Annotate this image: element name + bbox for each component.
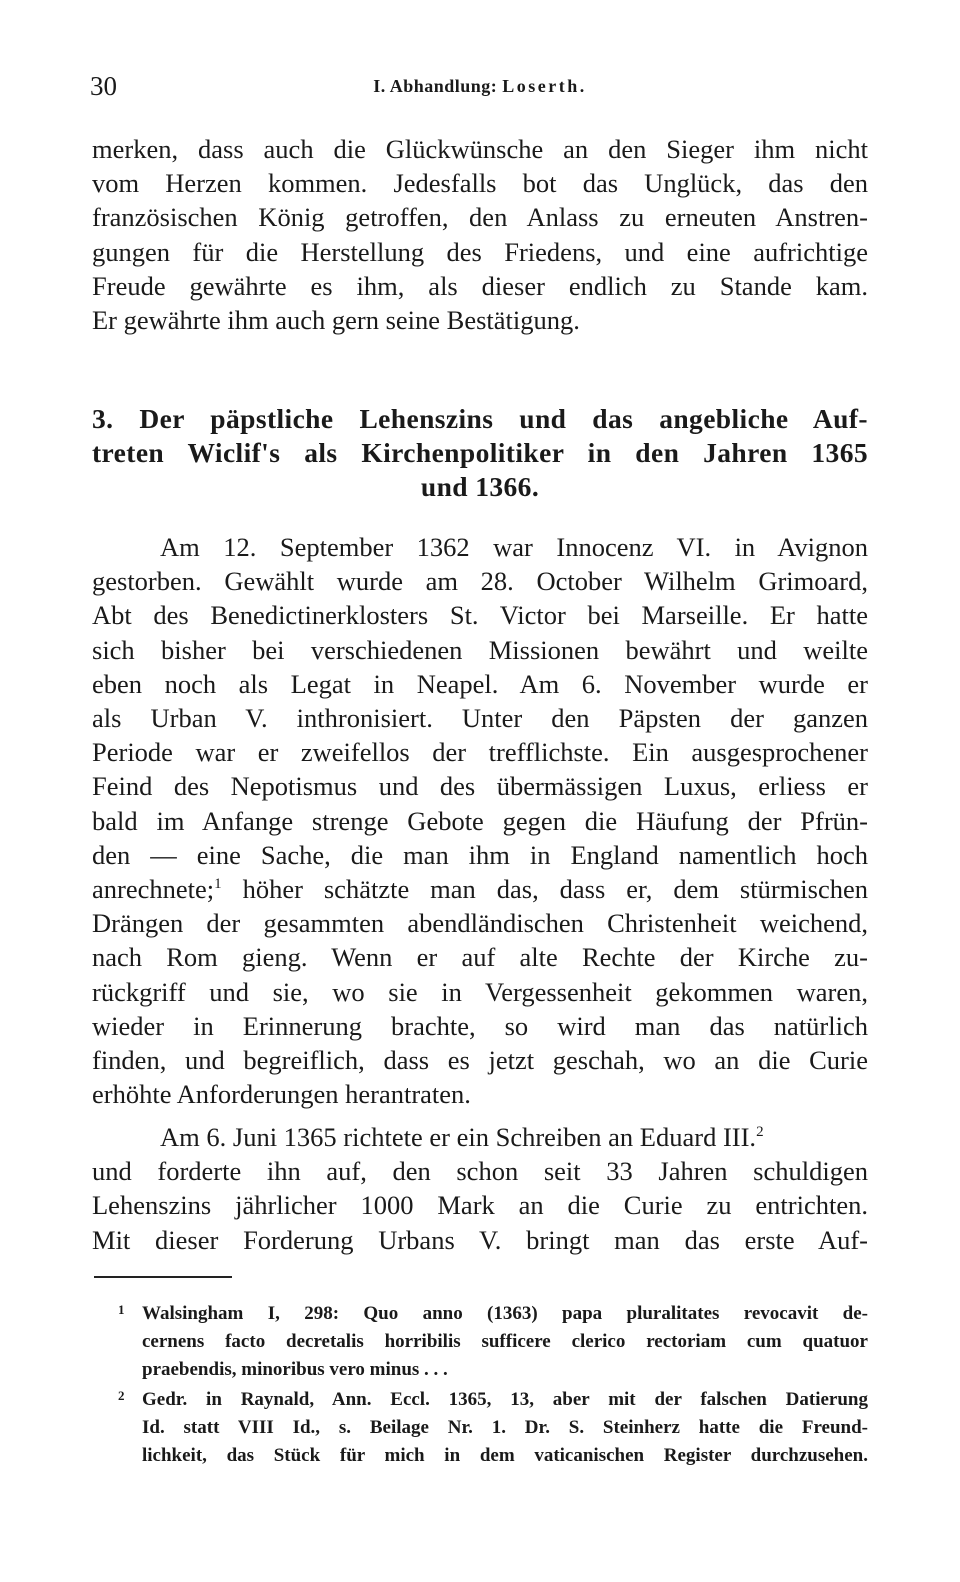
section-heading (92, 402, 868, 504)
text-line: Abt des Benedictinerklosters St. Victor bei Marseille. Er hatte (92, 600, 868, 631)
text-line: Er gewährte ihm auch gern seine Bestätigung. (92, 305, 580, 336)
footnote-marker: 1 (118, 1302, 125, 1317)
book-page (92, 0, 868, 1582)
running-head-title: I. Abhandlung: (373, 76, 498, 96)
text-line: finden, und begreiflich, dass es jetzt geschah, wo an die Curie (92, 1045, 868, 1076)
text-line: eben noch als Legat in Neapel. Am 6. November wurde er (92, 668, 868, 699)
footnote-line: cernens facto decretalis horribilis sufficere clerico rectoriam cum quatuor (142, 1331, 868, 1352)
footnote-line: Walsingham I, 298: Quo anno (1363) papa pluralitates revocavit de- (142, 1303, 868, 1324)
footnote-line: praebendis, minoribus vero minus . . . (142, 1359, 448, 1380)
text-fragment: Am 6. Juni 1365 richtete er ein Schreiben an Eduard III. (160, 1122, 757, 1152)
paragraph-2 (92, 530, 868, 1111)
text-line: erhöhte Anforderungen herantraten. (92, 1079, 471, 1110)
heading-line: 3. Der päpstliche Lehenszins und das angebliche Auf- (92, 403, 868, 434)
footnote (92, 1300, 868, 1384)
text-line: Feind des Nepotismus und des übermässigen Luxus, erliess er (92, 771, 868, 802)
text-line: gestorben. Gewählt wurde am 28. October Wilhelm Grimoard, (92, 566, 868, 597)
text-fragment: höher schätzte man das, dass er, dem stürmischen (221, 874, 868, 905)
text-line (92, 1120, 868, 1154)
text-line: Periode war er zweifellos der trefflichste. Ein ausgesprochener (92, 737, 868, 768)
text-line: französischen König getroffen, den Anlass zu erneuten Anstren- (92, 202, 868, 233)
footnote-reference[interactable]: 2 (756, 1124, 764, 1140)
footnote (92, 1386, 868, 1470)
text-line: Mit dieser Forderung Urbans V. bringt man das erste Auf- (92, 1224, 868, 1255)
text-line: Lehenszins jährlicher 1000 Mark an die Curie zu entrichten. (92, 1190, 868, 1221)
heading-line: treten Wiclif's als Kirchenpolitiker in den Jahren 1365 (92, 437, 868, 468)
text-line (92, 872, 868, 906)
footnote-divider (94, 1276, 232, 1278)
text-line: und forderte ihn auf, den schon seit 33 Jahren schuldigen (92, 1156, 868, 1187)
text-fragment: anrechnete; (92, 874, 215, 905)
text-line: rückgriff und sie, wo sie in Vergessenheit gekommen waren, (92, 976, 868, 1007)
text-line: Am 12. September 1362 war Innocenz VI. in Avignon (160, 532, 868, 562)
footnote-reference[interactable]: 1 (214, 876, 222, 893)
running-head (92, 71, 868, 101)
footnote-line: lichkeit, das Stück für mich in dem vaticanischen Register durchzusehen. (142, 1445, 868, 1466)
footnote-line: Id. statt VIII Id., s. Beilage Nr. 1. Dr. S. Steinherz hatte die Freund- (142, 1417, 868, 1438)
paragraph-3 (92, 1120, 868, 1257)
footnote-marker: 2 (118, 1388, 125, 1403)
footnotes (92, 1300, 868, 1470)
text-line: Freude gewährte es ihm, als dieser endlich zu Stande kam. (92, 270, 868, 301)
text-line: merken, dass auch die Glückwünsche an den Sieger ihm nicht (92, 134, 868, 164)
text-line: vom Herzen kommen. Jedesfalls bot das Unglück, das den (92, 168, 868, 199)
text-line: gungen für die Herstellung des Friedens, und eine aufrichtige (92, 236, 868, 267)
page-header (92, 68, 868, 104)
running-head-author: Loserth. (502, 76, 587, 96)
paragraph-1 (92, 132, 868, 337)
text-line: sich bisher bei verschiedenen Missionen bewährt und weilte (92, 634, 868, 665)
text-line: wieder in Erinnerung brachte, so wird man das natürlich (92, 1010, 868, 1041)
text-line: den — eine Sache, die man ihm in England namentlich hoch (92, 839, 868, 870)
text-line: nach Rom gieng. Wenn er auf alte Rechte der Kirche zu- (92, 942, 868, 973)
text-line: bald im Anfange strenge Gebote gegen die Häufung der Pfrün- (92, 805, 868, 836)
text-line: Drängen der gesammten abendländischen Christenheit weichend, (92, 908, 868, 939)
page-number: 30 (90, 71, 117, 101)
heading-line: und 1366. (420, 471, 540, 502)
text-line: als Urban V. inthronisiert. Unter den Päpsten der ganzen (92, 703, 868, 734)
footnote-line: Gedr. in Raynald, Ann. Eccl. 1365, 13, aber mit der falschen Datierung (142, 1389, 868, 1410)
